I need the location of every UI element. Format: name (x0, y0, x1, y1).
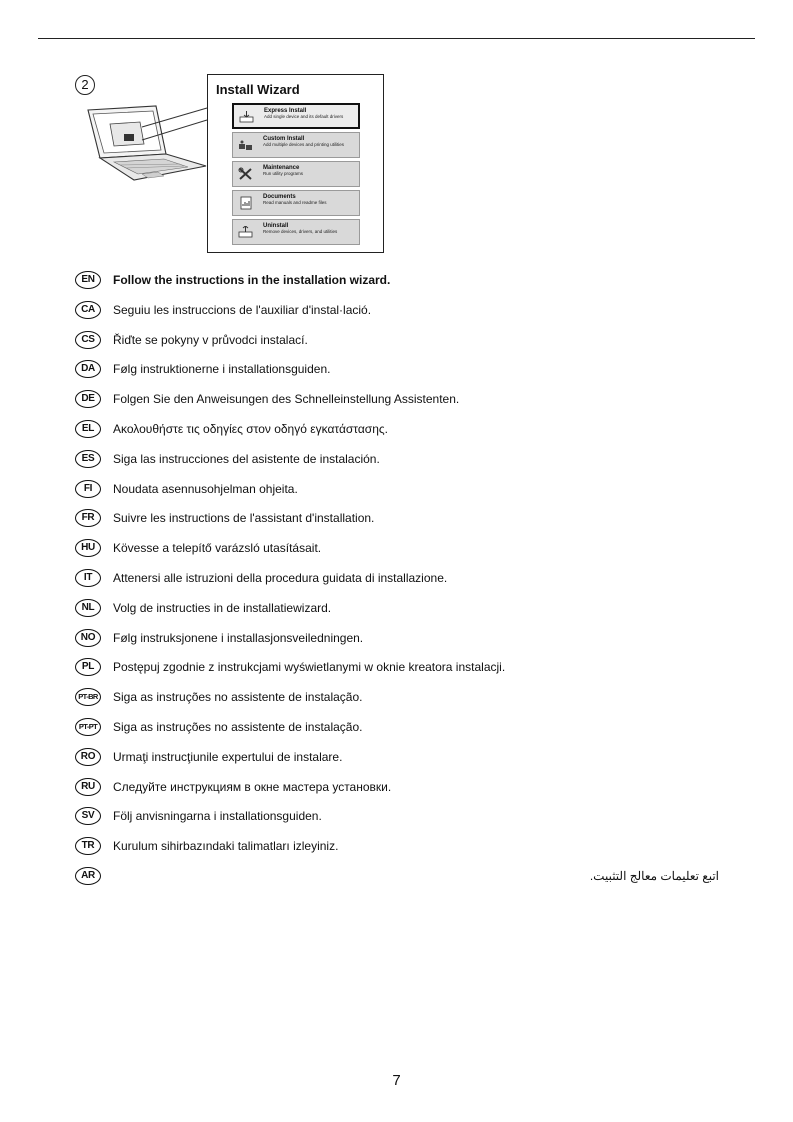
express-install-button[interactable]: Express Install Add single device and its default drivers (232, 103, 360, 129)
instruction-text: Ακολουθήστε τις οδηγίες στον οδηγό εγκατάστασης. (113, 421, 388, 436)
instruction-text: Siga las instrucciones del asistente de instalación. (113, 451, 380, 466)
lang-row-pt-br (75, 687, 725, 717)
instruction-text: اتبع تعليمات معالج التثبيت. (589, 868, 719, 883)
lang-badge: RO (75, 748, 101, 766)
lang-badge: EL (75, 420, 101, 438)
maintenance-button[interactable]: Maintenance Run utility programs (232, 161, 360, 187)
lang-badge: FR (75, 509, 101, 527)
lang-row-no (75, 628, 725, 658)
documents-icon (238, 196, 253, 210)
instruction-text: Siga as instruções no assistente de instalação. (113, 719, 363, 734)
custom-install-icon (238, 138, 253, 152)
instruction-text: Follow the instructions in the installation wizard. (113, 273, 391, 287)
instruction-text: Følg instruktionerne i installationsguiden. (113, 362, 331, 377)
lang-badge: NL (75, 599, 101, 617)
uninstall-button[interactable]: Uninstall Remove devices, drivers, and utilities (232, 219, 360, 245)
instruction-text: Postępuj zgodnie z instrukcjami wyświetlanymi w oknie kreatora instalacji. (113, 660, 506, 675)
lang-badge: FI (75, 480, 101, 498)
lang-row-cs (75, 330, 725, 360)
lang-row-da (75, 359, 725, 389)
lang-row-ar (75, 866, 725, 896)
lang-badge: AR (75, 867, 101, 885)
instruction-text: Folgen Sie den Anweisungen des Schnelleinstellung Assistenten. (113, 392, 460, 407)
lang-badge: DA (75, 360, 101, 378)
lang-row-fi (75, 479, 725, 509)
wizard-title: Install Wizard (216, 82, 300, 97)
lang-row-el (75, 419, 725, 449)
step-number-badge: 2 (75, 75, 95, 95)
maintenance-tools-icon (238, 167, 253, 181)
lang-row-nl (75, 598, 725, 628)
instruction-text: Kövesse a telepítő varázsló utasításait. (113, 541, 322, 556)
lang-badge: HU (75, 539, 101, 557)
lang-badge: SV (75, 807, 101, 825)
lang-badge: EN (75, 271, 101, 289)
lang-row-pt-pt (75, 717, 725, 747)
instruction-text: Řiďte se pokyny v průvodci instalací. (113, 332, 308, 347)
documents-button[interactable]: Documents Read manuals and readme files (232, 190, 360, 216)
lang-row-ro (75, 747, 725, 777)
instruction-text: Seguiu les instruccions de l'auxiliar d'instal·lació. (113, 302, 372, 317)
instruction-text: Следуйте инструкциям в окне мастера установки. (113, 779, 392, 794)
lang-row-de (75, 389, 725, 419)
lang-badge: NO (75, 629, 101, 647)
instruction-text: Kurulum sihirbazındaki talimatları izleyiniz. (113, 839, 339, 854)
instruction-text: Urmaţi instrucţiunile expertului de instalare. (113, 749, 343, 764)
custom-install-button[interactable]: Custom Install Add multiple devices and printing utilities (232, 132, 360, 158)
lang-row-fr (75, 508, 725, 538)
install-wizard-panel (207, 74, 384, 253)
lang-badge: TR (75, 837, 101, 855)
lang-row-ru (75, 777, 725, 807)
lang-row-pl (75, 657, 725, 687)
lang-badge: PT-PT (75, 718, 101, 736)
instruction-text: Attenersi alle istruzioni della procedura guidata di installazione. (113, 570, 448, 585)
lang-badge: DE (75, 390, 101, 408)
lang-badge: RU (75, 778, 101, 796)
instruction-text: Suivre les instructions de l'assistant d'installation. (113, 511, 375, 526)
lang-row-ca (75, 300, 725, 330)
lang-badge: IT (75, 569, 101, 587)
instruction-text: Noudata asennusohjelman ohjeita. (113, 481, 298, 496)
lang-badge: ES (75, 450, 101, 468)
lang-row-es (75, 449, 725, 479)
lang-row-en (75, 270, 725, 300)
language-instructions-list (75, 270, 725, 896)
instruction-text: Siga as instruções no assistente de instalação. (113, 690, 363, 705)
lang-row-it (75, 568, 725, 598)
instruction-text: Volg de instructies in de installatiewizard. (113, 600, 332, 615)
lang-badge: CS (75, 331, 101, 349)
lang-badge: PT-BR (75, 688, 101, 706)
lang-badge: CA (75, 301, 101, 319)
lang-row-sv (75, 806, 725, 836)
callout-lines (0, 0, 793, 260)
page-number: 7 (392, 1072, 401, 1089)
lang-row-hu (75, 538, 725, 568)
lang-badge: PL (75, 658, 101, 676)
uninstall-icon (238, 225, 253, 239)
instruction-text: Følg instruksjonene i installasjonsveiledningen. (113, 630, 364, 645)
express-install-icon (239, 110, 254, 124)
lang-row-tr (75, 836, 725, 866)
instruction-text: Följ anvisningarna i installationsguiden. (113, 809, 322, 824)
